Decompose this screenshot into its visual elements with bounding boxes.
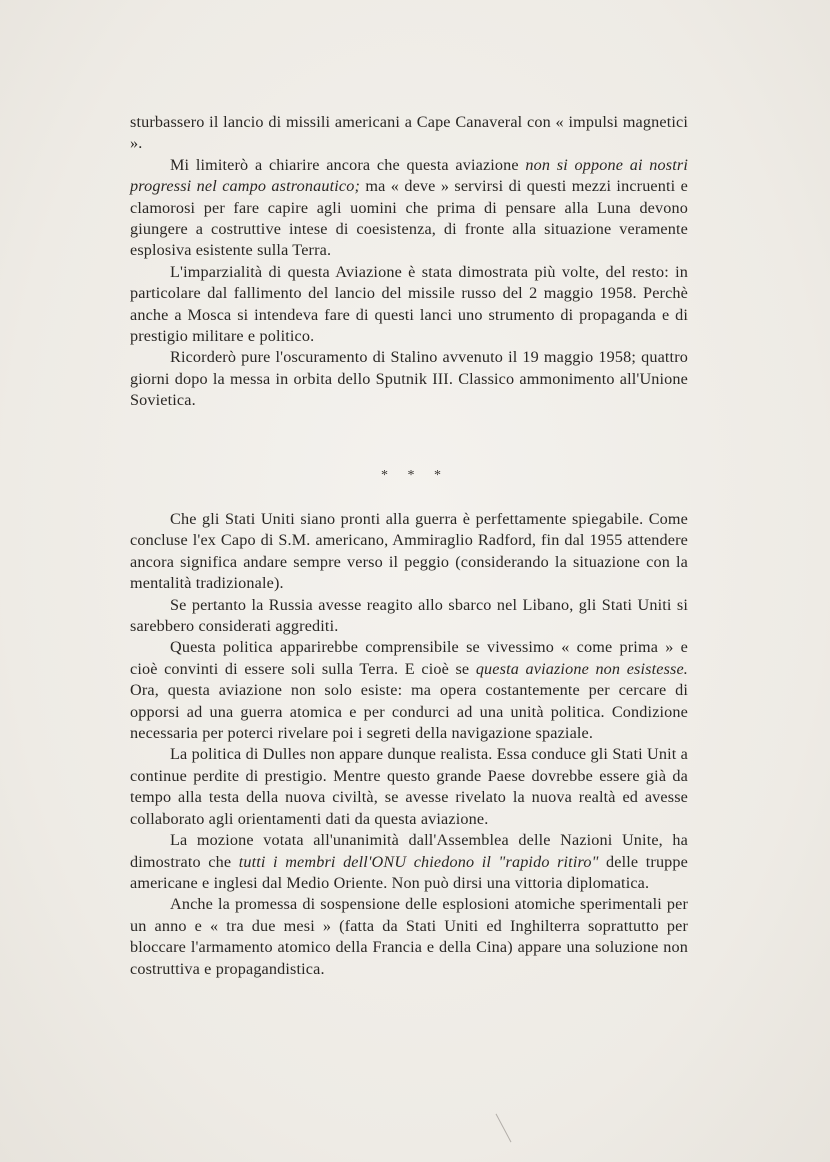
paragraph: La politica di Dulles non appare dunque realista. Essa conduce gli Stati Unit a continue perdite di prestigio. Mentre questo grande Paese dovrebbe essere già da tempo alla testa della nuova civiltà, se avesse rivelato la nuova realtà ed avesse collaborato agli orientamenti dati da questa aviazione.: [130, 745, 688, 828]
paragraph: [130, 155, 688, 262]
paragraph: Che gli Stati Uniti siano pronti alla guerra è perfettamente spiegabile. Come concluse l'ex Capo di S.M. americano, Ammiraglio Radford, fin dal 1955 attendere ancora significa andare sempre verso il peggio (considerando la situazione con la mentalità tradizionale).: [130, 510, 688, 593]
paragraph: L'imparzialità di questa Aviazione è stata dimostrata più volte, del resto: in particolare dal fallimento del lancio del missile russo del 2 maggio 1958. Perchè anche a Mosca si intendeva fare di questi lanci uno strumento di propaganda e di prestigio militare e politico.: [130, 262, 688, 346]
text-run: La mozione votata all'unanimità dall'Assemblea delle Nazioni Unite, ha dimostrato che: [130, 831, 688, 871]
italic-text-run: non si oppone ai nostri progressi nel campo astronautico;: [130, 155, 688, 196]
paragraph: [130, 830, 688, 894]
paragraph: sturbassero il lancio di missili americani a Cape Canaveral con « impulsi magnetici ».: [130, 113, 688, 153]
paragraph: Se pertanto la Russia avesse reagito allo sbarco nel Libano, gli Stati Uniti si sarebbero considerati aggrediti.: [130, 595, 688, 636]
text-run: delle truppe americane e inglesi dal Medio Oriente. Non può dirsi una vittoria diplomatica.: [130, 852, 689, 892]
section-one: [130, 112, 688, 412]
text-run: Mi limiterò a chiarire ancora che questa aviazione: [170, 155, 526, 174]
italic-text-run: questa aviazione non esistesse.: [475, 659, 689, 678]
italic-text-run: tutti i membri dell'ONU chiedono il "rapido ritiro": [238, 852, 599, 871]
section-two: [130, 509, 688, 980]
paragraph: Anche la promessa di sospensione delle esplosioni atomiche sperimentali per un anno e « tra due mesi » (fatta da Stati Uniti ed Inghilterra soprattutto per bloccare l'armamento atomico della Francia e della Cina) appare una soluzione non costruttiva e propagandistica.: [130, 895, 688, 978]
pencil-mark: [496, 1114, 512, 1143]
paragraph: [130, 637, 688, 744]
paragraph: Ricorderò pure l'oscuramento di Stalino avvenuto il 19 maggio 1958; quattro giorni dopo la messa in orbita dello Sputnik III. Classico ammonimento all'Unione Sovietica.: [130, 348, 688, 410]
text-run: Ora, questa aviazione non solo esiste: ma opera costantemente per cercare di opporsi ad una guerra atomica e per condurci ad una unità politica. Condizione necessaria per poterci rivelare poi i segreti della navigazione spaziale.: [130, 681, 688, 743]
text-run: ma « deve » servirsi di questi mezzi incruenti e clamorosi per fare capire agli uomini che prima di pensare alla Luna devono giungere a costruttive intese di coesistenza, di fronte alla situazione veramente esplosiva esistente sulla Terra.: [130, 177, 688, 260]
section-separator: * * *: [381, 468, 449, 483]
text-run: Questa politica apparirebbe comprensibile se vivessimo « come prima » e cioè convinti di essere soli sulla Terra. E cioè se: [130, 638, 688, 678]
